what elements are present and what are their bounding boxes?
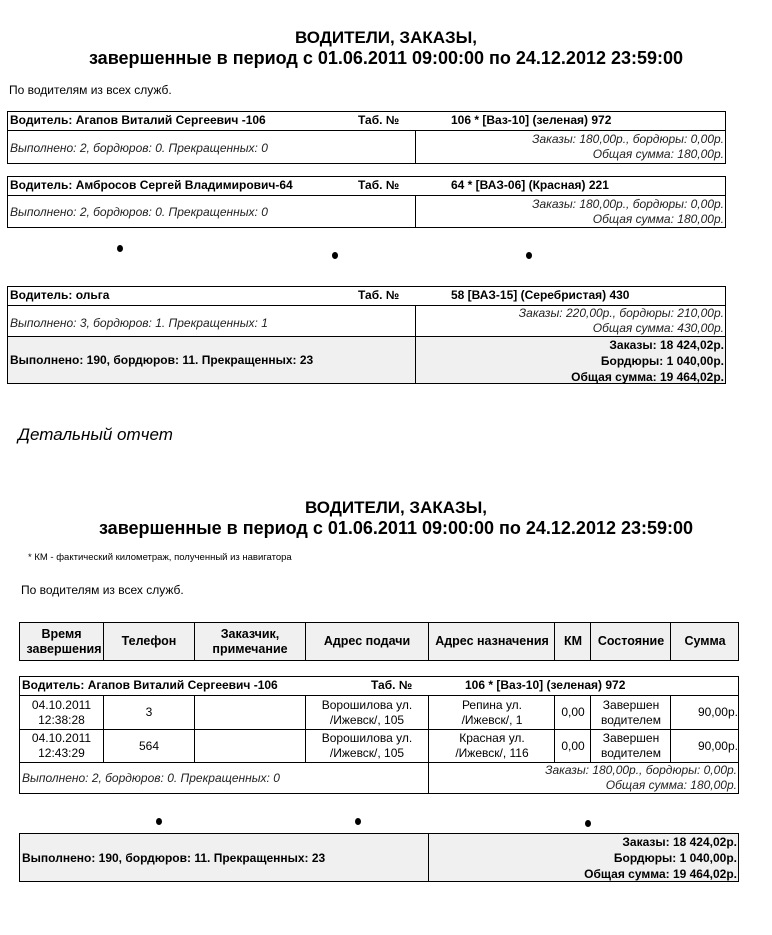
order-row bbox=[20, 696, 738, 729]
order-phone: 564 bbox=[138, 738, 160, 753]
driver-stats: Выполнено: 3, бордюров: 1. Прекращенных: 1 bbox=[10, 316, 268, 330]
driver-name: Водитель: Агапов Виталий Сергеевич -106 bbox=[22, 678, 278, 692]
order-customer bbox=[195, 730, 305, 762]
order-km: 0,00 bbox=[561, 705, 585, 719]
order-destination-address: Красная ул. /Ижевск/, 116 bbox=[455, 731, 529, 760]
ellipsis-dot bbox=[355, 818, 361, 825]
vehicle-info: 106 * [Ваз-10] (зеленая) 972 bbox=[465, 678, 626, 692]
order-customer bbox=[195, 696, 305, 729]
order-sum: 90,00р. bbox=[697, 705, 738, 719]
grand-total-sums bbox=[571, 337, 724, 385]
detail-table-header bbox=[19, 622, 739, 661]
driver-name: Водитель: ольга bbox=[10, 288, 110, 302]
column-header-phone: Телефон bbox=[121, 634, 177, 648]
order-pickup-address: Ворошилова ул. /Ижевск/, 105 bbox=[321, 697, 413, 727]
column-header-time: Время завершения bbox=[26, 626, 102, 656]
report-title-line1: ВОДИТЕЛИ, ЗАКАЗЫ, bbox=[294, 28, 478, 47]
grand-total-stats: Выполнено: 190, бордюров: 11. Прекращенных: 23 bbox=[10, 353, 314, 367]
driver-detail-block bbox=[19, 676, 739, 794]
order-completion-time: 04.10.2011 12:43:29 bbox=[31, 731, 92, 760]
column-header-customer: Заказчик, примечание bbox=[212, 626, 288, 656]
order-destination-address: Репина ул. /Ижевск/, 1 bbox=[461, 697, 523, 727]
order-phone: 3 bbox=[145, 705, 153, 719]
order-sum: 90,00р. bbox=[697, 738, 738, 753]
column-header-pickup: Адрес подачи bbox=[323, 634, 411, 648]
detail-report-label: Детальный отчет bbox=[18, 425, 173, 444]
vehicle-info: 64 * [ВАЗ-06] (Красная) 221 bbox=[451, 178, 609, 192]
divider bbox=[415, 337, 416, 383]
report-title-line2: завершенные в период с 01.06.2011 09:00:00 по 24.12.2012 23:59:00 bbox=[98, 518, 694, 538]
order-status: Завершен водителем bbox=[601, 697, 661, 727]
total-sum: Общая сумма: 180,00р. bbox=[605, 778, 737, 792]
vehicle-info: 106 * [Ваз-10] (зеленая) 972 bbox=[451, 113, 612, 127]
tab-number-label: Таб. № bbox=[358, 178, 400, 192]
grand-total-orders: Заказы: 18 424,02р. bbox=[622, 835, 737, 849]
column-header-destination: Адрес назначения bbox=[435, 634, 549, 648]
grand-total-borders: Бордюры: 1 040,00р. bbox=[613, 851, 737, 865]
tab-number-label: Таб. № bbox=[358, 288, 400, 302]
driver-sums bbox=[519, 306, 724, 336]
tab-number-label: Таб. № bbox=[371, 678, 413, 692]
driver-sums bbox=[545, 763, 737, 793]
grand-total-orders: Заказы: 18 424,02р. bbox=[609, 338, 724, 352]
report-title-line1: ВОДИТЕЛИ, ЗАКАЗЫ, bbox=[304, 498, 488, 517]
ellipsis-dot bbox=[585, 820, 591, 827]
orders-sum: Заказы: 180,00р., бордюры: 0,00р. bbox=[545, 763, 737, 777]
km-footnote: * КМ - фактический километраж, полученный из навигатора bbox=[28, 552, 292, 563]
orders-sum: Заказы: 180,00р., бордюры: 0,00р. bbox=[532, 197, 724, 211]
driver-stats: Выполнено: 2, бордюров: 0. Прекращенных: 0 bbox=[22, 771, 280, 785]
total-sum: Общая сумма: 180,00р. bbox=[592, 147, 724, 161]
tab-number-label: Таб. № bbox=[358, 113, 400, 127]
column-header-sum: Сумма bbox=[684, 634, 726, 648]
detail-grand-total bbox=[19, 833, 739, 882]
divider bbox=[8, 130, 725, 131]
grand-total-amount: Общая сумма: 19 464,02р. bbox=[571, 370, 724, 384]
vehicle-info: 58 [ВАЗ-15] (Серебристая) 430 bbox=[451, 288, 630, 302]
order-status: Завершен водителем bbox=[601, 731, 661, 760]
report-title-line2: завершенные в период с 01.06.2011 09:00:00 по 24.12.2012 23:59:00 bbox=[88, 48, 684, 68]
total-sum: Общая сумма: 430,00р. bbox=[592, 321, 724, 335]
grand-total-sums bbox=[584, 834, 737, 882]
grand-total-row bbox=[8, 337, 725, 383]
total-sum: Общая сумма: 180,00р. bbox=[592, 212, 724, 226]
ellipsis-dot bbox=[156, 818, 162, 825]
driver-stats: Выполнено: 2, бордюров: 0. Прекращенных: 0 bbox=[10, 141, 268, 155]
divider bbox=[415, 195, 416, 227]
orders-sum: Заказы: 220,00р., бордюры: 210,00р. bbox=[518, 306, 724, 320]
report-scope: По водителям из всех служб. bbox=[9, 83, 172, 97]
column-header-status: Состояние bbox=[597, 634, 665, 648]
driver-summary-block bbox=[7, 176, 726, 228]
driver-summary-block bbox=[7, 111, 726, 164]
report-title bbox=[0, 27, 772, 69]
driver-name: Водитель: Амбросов Сергей Владимирович-64 bbox=[10, 178, 293, 192]
driver-summary-block bbox=[7, 286, 726, 384]
order-completion-time: 04.10.2011 12:38:28 bbox=[31, 697, 92, 727]
order-km: 0,00 bbox=[561, 738, 585, 753]
grand-total-borders: Бордюры: 1 040,00р. bbox=[600, 354, 724, 368]
ellipsis-dot bbox=[526, 252, 532, 259]
driver-name: Водитель: Агапов Виталий Сергеевич -106 bbox=[10, 113, 266, 127]
driver-sums bbox=[532, 132, 724, 162]
column-header-km: КМ bbox=[563, 634, 583, 648]
grand-total-amount: Общая сумма: 19 464,02р. bbox=[584, 867, 737, 881]
ellipsis-dot bbox=[117, 245, 123, 252]
report-scope: По водителям из всех служб. bbox=[21, 583, 184, 597]
divider bbox=[415, 130, 416, 163]
driver-sums bbox=[532, 197, 724, 227]
orders-sum: Заказы: 180,00р., бордюры: 0,00р. bbox=[532, 132, 724, 146]
grand-total-stats: Выполнено: 190, бордюров: 11. Прекращенных: 23 bbox=[22, 851, 326, 865]
divider bbox=[8, 195, 725, 196]
driver-stats: Выполнено: 2, бордюров: 0. Прекращенных: 0 bbox=[10, 205, 268, 219]
order-pickup-address: Ворошилова ул. /Ижевск/, 105 bbox=[321, 731, 413, 760]
order-row bbox=[20, 730, 738, 762]
detail-report-title bbox=[10, 497, 772, 539]
ellipsis-dot bbox=[332, 252, 338, 259]
